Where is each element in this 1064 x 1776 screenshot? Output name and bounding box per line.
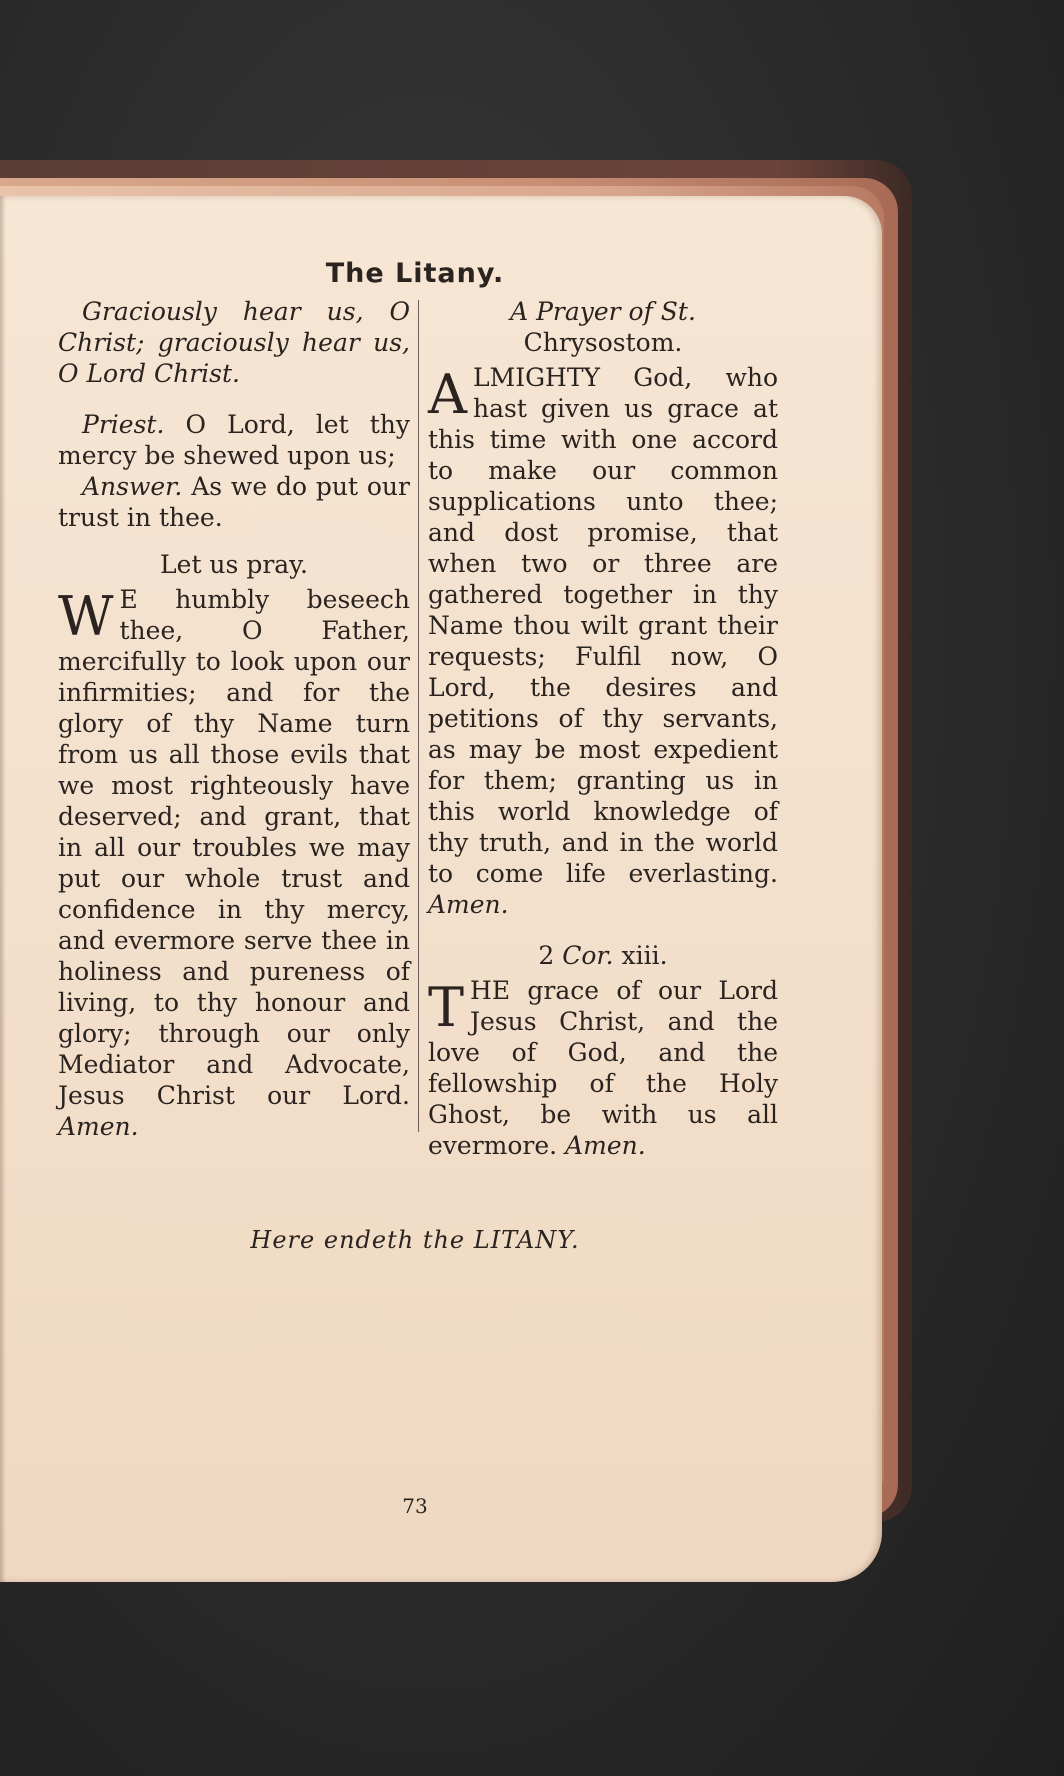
- litany-prayer: [58, 584, 410, 1142]
- priest-versicle: [58, 409, 410, 471]
- chrysostom-heading-italic: A Prayer of St.: [510, 297, 696, 326]
- litany-prayer-text: E humbly beseech thee, O Father, mercifully to look upon our infirmities; and for the glory of thy Name turn from us all those evils that we most righteously have deserved; and grant, that in all our troubles we may put our whole trust and confidence in thy mercy, and evermore serve thee in holiness and pureness of living, to thy honour and glory; through our only Mediator and Advocate, Jesus Christ our Lord.: [58, 585, 410, 1110]
- right-column: [428, 296, 778, 1161]
- chrysostom-heading: [428, 296, 778, 358]
- grace-blessing: [428, 975, 778, 1161]
- left-column: [58, 296, 410, 1142]
- reference-chapter: xiii.: [621, 941, 668, 970]
- page-gutter-shadow: [0, 196, 6, 1582]
- column-divider: [418, 300, 419, 1132]
- chrysostom-prayer: [428, 362, 778, 920]
- grace-amen: Amen.: [565, 1131, 646, 1160]
- answer-text: As we do put our trust in thee.: [58, 472, 410, 532]
- litany-prayer-amen: Amen.: [58, 1112, 139, 1141]
- dropcap-w: W: [58, 585, 114, 648]
- page-title: The Litany.: [325, 258, 505, 289]
- dropcap-a: A: [428, 363, 467, 426]
- answer-response: [58, 471, 410, 533]
- response-graciously: Graciously hear us, O Christ; graciously hear us, O Lord Christ.: [58, 297, 410, 388]
- priest-text: O Lord, let thy mercy be shewed upon us;: [58, 410, 411, 470]
- answer-label: Answer.: [82, 472, 183, 501]
- scripture-reference: [428, 940, 778, 971]
- grace-text: HE grace of our Lord Jesus Christ, and the love of God, and the fellowship of the Holy Ghost, be with us all evermore.: [428, 976, 778, 1160]
- dropcap-t: T: [428, 976, 465, 1039]
- priest-label: Priest.: [82, 410, 165, 439]
- chrysostom-prayer-amen: Amen.: [428, 890, 509, 919]
- chrysostom-heading-plain: Chrysostom.: [523, 328, 683, 357]
- reference-book: Cor.: [562, 941, 614, 970]
- reference-number: 2: [538, 941, 555, 970]
- let-us-pray: Let us pray.: [160, 550, 308, 579]
- litany-ending: Here endeth the LITANY.: [250, 1226, 580, 1254]
- chrysostom-prayer-text: LMIGHTY God, who hast given us grace at this time with one accord to make our common supplications unto thee; and dost promise, that when two or three are gathered together in thy Name thou wilt grant their requests; Fulfil now, O Lord, the desires and petitions of thy servants, as may be most expedient for them; granting us in this world knowledge of thy truth, and in the world to come life everlasting.: [428, 363, 778, 888]
- page-number: 73: [402, 1494, 428, 1518]
